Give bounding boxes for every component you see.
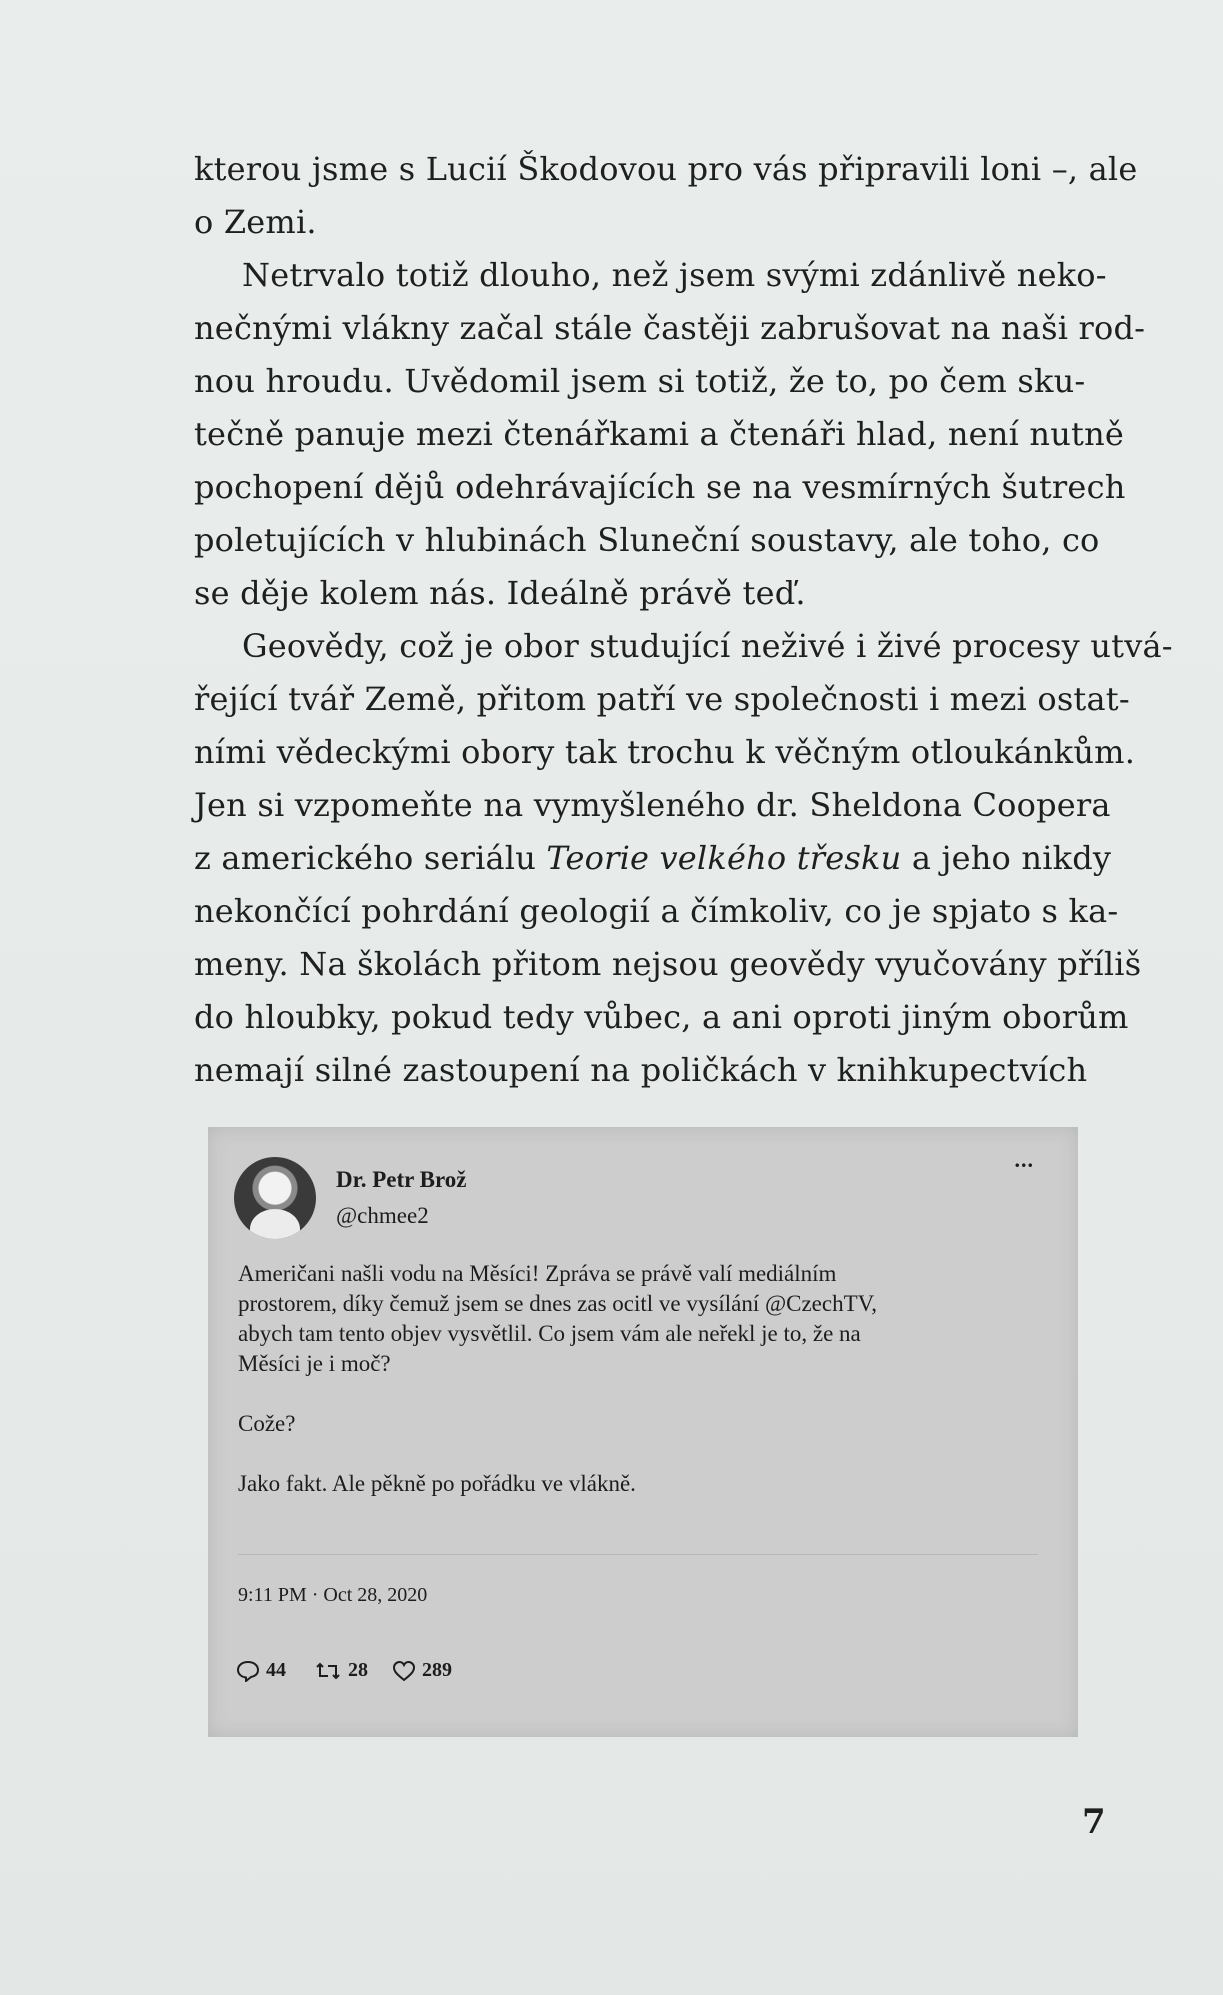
body-line: tečně panuje mezi čtenářkami a čtenáři hlad, není nutně [194,415,1125,453]
body-line: řející tvář Země, přitom patří ve společnosti i mezi ostat- [194,680,1130,718]
tweet-line: Měsíci je i moč? [238,1351,391,1376]
body-line: poletujících v hlubinách Sluneční soustavy, ale toho, co [194,521,1100,559]
reply-action [236,1659,286,1682]
body-line: ními vědeckými obory tak trochu k věčným otloukánkům. [194,733,1136,771]
tweet-timestamp: 9:11 PM · Oct 28, 2020 [238,1584,428,1606]
tweet-line: Američani našli vodu na Měsíci! Zpráva se právě valí mediálním [238,1261,837,1286]
body-line: pochopení dějů odehrávajících se na vesmírných šutrech [194,468,1126,506]
tweet-line: abych tam tento objev vysvětlil. Co jsem vám ale neřekl je to, že na [238,1321,861,1346]
tweet-divider [238,1554,1038,1555]
body-line-with-title [194,832,1112,885]
tweet-paragraph [238,1469,1058,1499]
reply-icon [236,1660,260,1682]
more-options-icon: ... [1014,1147,1034,1172]
body-line: nečnými vlákny začal stále častěji zabrušovat na naši rod- [194,309,1146,347]
tweet-paragraph [238,1259,1058,1379]
reply-count: 44 [266,1659,286,1681]
series-title: Teorie velkého třesku [546,839,902,877]
tweet-line: Cože? [238,1411,296,1436]
body-line: nekončící pohrdání geologií a čímkoliv, co je spjato s ka- [194,892,1119,930]
page-number: 7 [1082,1802,1106,1842]
tweet-line: Jako fakt. Ale pěkně po pořádku ve vlákně. [238,1471,636,1496]
body-line-before-title: z amerického seriálu [194,839,547,877]
body-line-after-title: a jeho nikdy [901,839,1112,877]
like-count: 289 [422,1659,452,1681]
like-action [392,1659,452,1682]
tweet-paragraph [238,1409,1058,1439]
retweet-count: 28 [348,1659,368,1681]
body-line: do hloubky, pokud tedy vůbec, a ani oproti jiným oborům [194,998,1129,1036]
tweet-author-handle: @chmee2 [336,1203,429,1228]
body-line: nou hroudu. Uvědomil jsem si totiž, že to, po čem sku- [194,362,1086,400]
tweet-text [238,1259,1058,1529]
body-line: kterou jsme s Lucií Škodovou pro vás připravili loni –, ale [194,150,1138,188]
heart-icon [392,1660,416,1682]
body-line: Geovědy, což je obor studující neživé i živé procesy utvá- [242,627,1173,665]
body-line: nemají silné zastoupení na poličkách v knihkupectvích [194,1051,1088,1089]
retweet-icon [314,1660,342,1682]
tweet-card [208,1127,1078,1737]
body-text [194,143,1173,1097]
body-line: se děje kolem nás. Ideálně právě teď. [194,574,806,612]
avatar [234,1157,316,1239]
body-line: Netrvalo totiž dlouho, než jsem svými zdánlivě neko- [242,256,1107,294]
body-line: o Zemi. [194,203,317,241]
body-line: meny. Na školách přitom nejsou geovědy vyučovány příliš [194,945,1142,983]
tweet-line: prostorem, díky čemuž jsem se dnes zas ocitl ve vysílání @CzechTV, [238,1291,878,1316]
tweet-author-name: Dr. Petr Brož [336,1167,467,1192]
retweet-action [314,1659,368,1682]
body-line: Jen si vzpomeňte na vymyšleného dr. Sheldona Coopera [194,786,1111,824]
